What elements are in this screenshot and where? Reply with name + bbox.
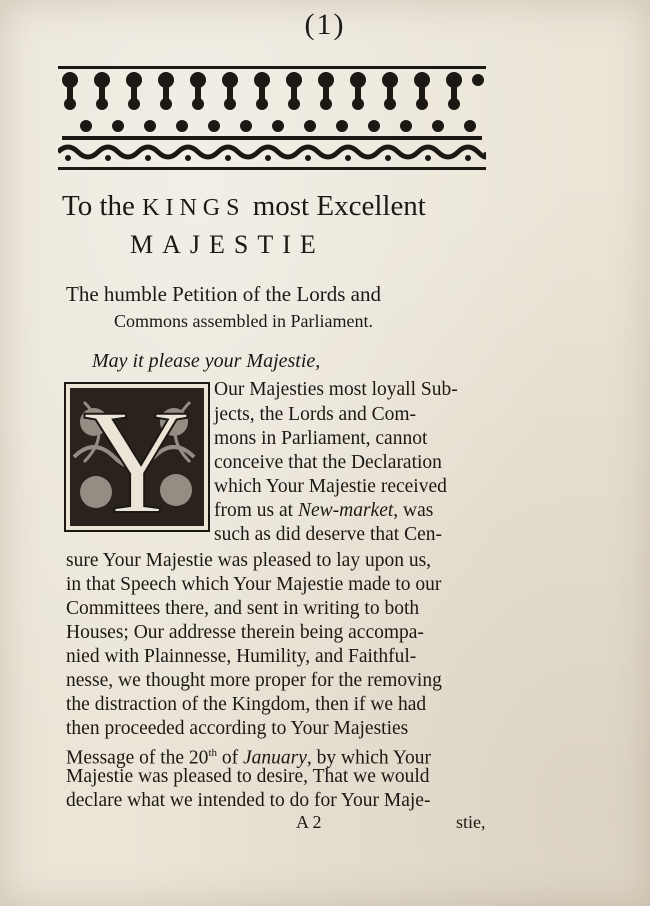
body-line-3: mons in Parliament, cannot xyxy=(214,428,428,449)
body-line-13: nesse, we thought more proper for the removing xyxy=(66,670,442,691)
month-january: January xyxy=(243,747,307,769)
body-line-9: in that Speech which Your Majestie made to our xyxy=(66,574,442,595)
body-line-8: sure Your Majestie was pleased to lay upon us, xyxy=(66,550,432,571)
body-line-18: declare what we intended to do for Your Maje- xyxy=(66,790,431,811)
body-line-4: conceive that the Declaration xyxy=(214,452,442,473)
catchword: stie, xyxy=(456,812,486,832)
signature-mark: A 2 xyxy=(296,812,322,832)
body-line-16-c: , by which Your xyxy=(306,747,431,769)
body-line-16-a: Message of the 20 xyxy=(66,747,209,769)
body-line-2: jects, the Lords and Com- xyxy=(214,404,416,425)
decorated-initial xyxy=(64,382,210,532)
body-line-7: such as did deserve that Cen- xyxy=(214,524,442,545)
title-caps: KINGS xyxy=(142,195,246,221)
body-line-1: Our Majesties most loyall Sub- xyxy=(214,379,458,400)
place-new-market: New-market xyxy=(297,500,394,521)
body-line-6-b: , was xyxy=(393,500,434,521)
body-line-10: Committees there, and sent in writing to both xyxy=(66,598,420,619)
body-line-5: which Your Majestie received xyxy=(214,476,447,497)
body-line-17: Majestie was pleased to desire, That we would xyxy=(66,766,430,787)
body-line-6 xyxy=(214,499,433,523)
ornament-fleuron xyxy=(62,72,484,110)
body-line-6-a: from us at xyxy=(214,500,298,521)
ordinal-suffix: th xyxy=(208,747,217,759)
body-line-11: Houses; Our addresse therein being accompa- xyxy=(66,622,424,643)
page-number: (1) xyxy=(304,8,346,41)
salutation: May it please your Majestie, xyxy=(92,350,321,372)
body-line-15: then proceeded according to Your Majesties xyxy=(66,718,409,739)
title-pre: To the xyxy=(62,190,135,222)
subtitle-line-1: The humble Petition of the Lords and xyxy=(66,282,381,306)
title-line-1 xyxy=(62,190,492,223)
body-line-16-b: of xyxy=(217,747,243,769)
title-line-2: MAJESTIE xyxy=(130,230,325,259)
body-line-12: nied with Plainnesse, Humility, and Faithful- xyxy=(66,646,417,667)
drop-cap-letter: Y xyxy=(82,382,192,532)
title-post: most Excellent xyxy=(252,190,426,222)
printers-ornament-band xyxy=(58,66,486,170)
subtitle-line-2: Commons assembled in Parliament. xyxy=(114,311,373,331)
body-line-14: the distraction of the Kingdom, then if we had xyxy=(66,694,427,715)
